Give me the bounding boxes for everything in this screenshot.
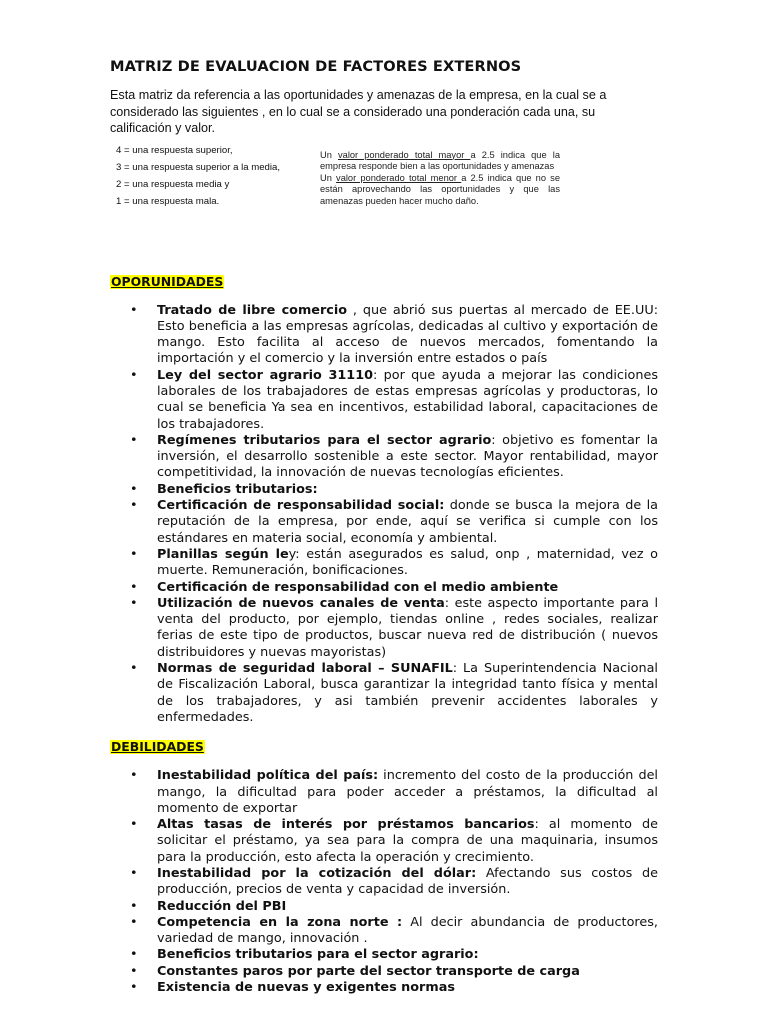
item-text: Al decir abundancia de productores, variedad de mango, innovación . [157, 914, 658, 947]
item-label: Ley del sector agrario 31110 [157, 367, 374, 383]
bullet-icon: • [130, 947, 138, 963]
rating-scale-image [110, 137, 658, 241]
item-label: Reducción del PBI [157, 898, 287, 914]
bullet-icon: • [130, 817, 138, 833]
list-item [110, 303, 658, 368]
list-item [110, 482, 658, 498]
item-text: donde se busca la mejora de la reputación de la empresa, por ende, aquí se verifica si cumple con los estándares en materia social, economía y ambiental. [157, 498, 658, 546]
list-item [110, 596, 658, 661]
item-label: Inestabilidad política del país: [157, 768, 379, 784]
bullet-icon: • [130, 866, 138, 881]
bullet-icon: • [130, 914, 138, 930]
list-item [110, 817, 658, 866]
list-item [110, 899, 658, 915]
item-label: Certificación de responsabilidad social: [157, 498, 445, 514]
bullet-icon: • [130, 481, 138, 497]
list-item [110, 661, 658, 726]
list-item [110, 498, 658, 547]
item-label: Beneficios tributarios: [157, 481, 318, 497]
bullet-icon: • [130, 898, 138, 914]
scale-item: 3 = una respuesta superior a la media, [116, 161, 280, 173]
opportunities-list [110, 303, 658, 727]
weaknesses-list [110, 768, 658, 996]
list-item [110, 580, 658, 596]
list-item [110, 768, 658, 817]
bullet-icon: • [130, 963, 138, 979]
item-text: : este aspecto importante para l venta del producto, por ejemplo, tiendas online , redes sociales, realizar ferias de este tipo de productos, buscar nueva red de distribución ( nuevos distribuidores y nuevas mayoristas) [157, 595, 659, 660]
note-lesser: Un valor ponderado total menor a 2.5 indica que no se están aprovechando las oportunidades y que las amenazas pueden hacer mucho daño. [320, 172, 560, 206]
item-text: : al momento de solicitar el préstamo, ya sea para la compra de una maquinaria, insumos para la producción, esto afecta la operación y crecimiento. [157, 817, 659, 865]
item-label: Tratado de libre comercio [157, 302, 348, 318]
bullet-icon: • [130, 980, 138, 996]
list-item [110, 866, 658, 899]
item-text: : objetivo es fomentar la inversión, el desarrollo sostenible a este sector. Mayor rentabilidad, mayor competitividad, la innovación de nuevas tecnologías eficientes. [157, 432, 658, 481]
bullet-icon: • [130, 432, 138, 448]
item-text: y: están asegurados es salud, onp , maternidad, vez o muerte. Remuneración, bonificaciones. [157, 546, 658, 579]
bullet-icon: • [130, 498, 138, 514]
list-item [110, 980, 658, 996]
rating-scale-list [116, 142, 280, 211]
item-label: Beneficios tributarios para el sector agrario: [157, 947, 479, 963]
item-text: : La Superintendencia Nacional de Fiscalización Laboral, busca garantizar la integridad tanto física y mental de los trabajadores, y asi también prevenir accidentes laborales y enfermedades. [157, 661, 658, 725]
bullet-icon: • [130, 579, 138, 595]
item-label: Altas tasas de interés por préstamos bancarios [157, 817, 535, 833]
item-label: Constantes paros por parte del sector transporte de carga [157, 963, 580, 979]
bullet-icon: • [130, 595, 138, 611]
bullet-icon: • [130, 302, 138, 318]
item-label: Planillas según le [157, 546, 289, 562]
item-label: Normas de seguridad laboral – SUNAFIL [157, 661, 453, 677]
document-title: MATRIZ DE EVALUACION DE FACTORES EXTERNOS [110, 58, 522, 75]
item-text: Afectando sus costos de producción, precios de venta y capacidad de inversión. [157, 866, 658, 898]
scale-item: 2 = una respuesta media y [116, 179, 230, 191]
bullet-icon: • [130, 768, 138, 784]
list-item [110, 433, 658, 482]
document-page [110, 58, 658, 996]
list-item [110, 368, 658, 433]
bullet-icon: • [130, 546, 138, 562]
list-item [110, 964, 658, 980]
bullet-icon: • [130, 661, 138, 677]
opportunities-heading: OPORUNIDADES [111, 273, 224, 289]
item-label: Certificación de responsabilidad con el medio ambiente [157, 579, 559, 595]
item-label: Existencia de nuevas y exigentes normas [157, 980, 455, 996]
weighted-value-notes [320, 150, 560, 208]
item-label: Regímenes tributarios para el sector agrario [157, 432, 492, 448]
list-item [110, 915, 658, 948]
scale-item: 1 = una respuesta mala. [116, 196, 220, 208]
weaknesses-section [110, 736, 658, 996]
item-label: Utilización de nuevos canales de venta [157, 595, 445, 611]
note-greater: Un valor ponderado total mayor a 2.5 indica que la empresa responde bien a las oportunidades y amenazas [320, 149, 560, 171]
scale-item: 4 = una respuesta superior, [116, 144, 233, 156]
list-item [110, 947, 658, 963]
item-text: incremento del costo de la producción del mango, la dificultad para poder acceder a préstamos, la dificultad al momento de exportar [157, 768, 658, 816]
intro-paragraph: Esta matriz da referencia a las oportunidades y amenazas de la empresa, en la cual se a considerado las siguientes , en lo cual se a considerado una ponderación cada una, su calificación y valor. [110, 88, 607, 135]
item-text: : por que ayuda a mejorar las condiciones laborales de los trabajadores de estas empresas agrícolas y productoras, lo cual se beneficia Ya sea en incentivos, estabilidad laboral, capacitaciones de los trabajadores. [157, 367, 658, 432]
item-text: , que abrió sus puertas al mercado de EE.UU: Esto beneficia a las empresas agrícolas, dedicadas al cultivo y exportación de mango. Esto facilita al acceso de nuevos mercados, fomentando la importación y el comercio y la inversión entre estados o país [157, 302, 659, 367]
weaknesses-heading: DEBILIDADES [111, 739, 204, 755]
list-item [110, 547, 658, 580]
bullet-icon: • [130, 367, 138, 383]
item-label: Competencia en la zona norte : [157, 914, 403, 930]
opportunities-section [110, 271, 658, 727]
item-label: Inestabilidad por la cotización del dólar: [157, 866, 477, 881]
